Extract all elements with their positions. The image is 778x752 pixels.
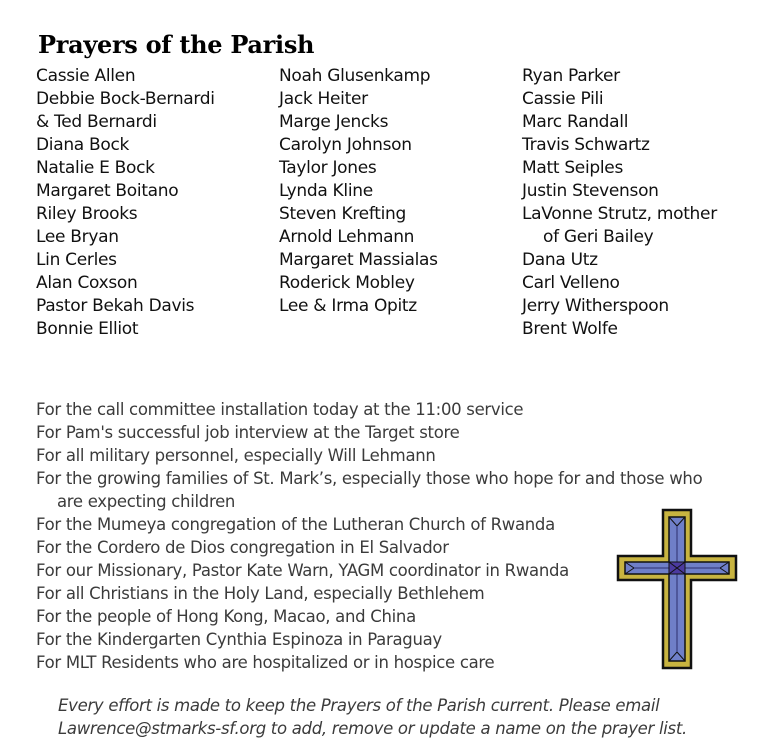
footer-line: Lawrence@stmarks-sf.org to add, remove or update a name on the prayer list. — [58, 719, 687, 738]
name-item: Pastor Bekah Davis — [36, 296, 195, 316]
name-item: Lee Bryan — [36, 227, 119, 247]
name-item: Alan Coxson — [36, 273, 138, 293]
prayer-item: For the growing families of St. Mark’s, especially those who hope for and those who — [36, 469, 703, 488]
prayer-intentions — [36, 398, 702, 674]
name-item: Ryan Parker — [522, 66, 620, 86]
name-item: Arnold Lehmann — [279, 227, 415, 247]
name-item: Bonnie Elliot — [36, 319, 139, 339]
name-item: Brent Wolfe — [522, 319, 618, 339]
name-item: Lynda Kline — [279, 181, 373, 201]
prayer-item: For MLT Residents who are hospitalized or in hospice care — [36, 653, 495, 672]
name-item: Noah Glusenkamp — [279, 66, 431, 86]
name-item: Taylor Jones — [279, 158, 377, 178]
name-item: Carolyn Johnson — [279, 135, 412, 155]
prayer-item: For the Cordero de Dios congregation in El Salvador — [36, 538, 449, 557]
name-item: Natalie E Bock — [36, 158, 155, 178]
name-item: Riley Brooks — [36, 204, 138, 224]
name-item: Dana Utz — [522, 250, 598, 270]
name-item: Debbie Bock-Bernardi — [36, 89, 215, 109]
prayer-item: For the Kindergarten Cynthia Espinoza in Paraguay — [36, 630, 442, 649]
name-item: Diana Bock — [36, 135, 130, 155]
name-item: Jerry Witherspoon — [522, 296, 669, 316]
name-item: Matt Seiples — [522, 158, 624, 178]
name-item: Lee & Irma Opitz — [279, 296, 417, 316]
name-item: Carl Velleno — [522, 273, 620, 293]
footer-note — [58, 694, 687, 740]
prayer-item: For all military personnel, especially Will Lehmann — [36, 446, 436, 465]
name-item: Cassie Pili — [522, 89, 604, 109]
cross-icon — [614, 506, 740, 672]
name-item: Travis Schwartz — [522, 135, 650, 155]
prayer-item-continuation: are expecting children — [57, 492, 236, 511]
name-item-continuation: of Geri Bailey — [543, 227, 654, 247]
prayer-item: For all Christians in the Holy Land, especially Bethlehem — [36, 584, 485, 603]
prayer-item: For the Mumeya congregation of the Lutheran Church of Rwanda — [36, 515, 555, 534]
name-item: Steven Krefting — [279, 204, 406, 224]
prayer-item: For the people of Hong Kong, Macao, and China — [36, 607, 416, 626]
page-title: Prayers of the Parish — [38, 30, 315, 59]
name-item: Roderick Mobley — [279, 273, 415, 293]
name-item: Lin Cerles — [36, 250, 117, 270]
name-item: Margaret Massialas — [279, 250, 438, 270]
name-item: Marc Randall — [522, 112, 629, 132]
name-item: LaVonne Strutz, mother — [522, 204, 717, 224]
name-item: & Ted Bernardi — [36, 112, 157, 132]
prayer-item: For the call committee installation today at the 11:00 service — [36, 400, 524, 419]
name-item: Margaret Boitano — [36, 181, 179, 201]
names-column-2 — [279, 65, 438, 318]
names-column-1 — [36, 65, 215, 341]
name-item: Jack Heiter — [279, 89, 368, 109]
footer-line: Every effort is made to keep the Prayers of the Parish current. Please email — [58, 696, 660, 715]
name-item: Marge Jencks — [279, 112, 389, 132]
prayer-item: For our Missionary, Pastor Kate Warn, YAGM coordinator in Rwanda — [36, 561, 569, 580]
names-column-3 — [522, 65, 717, 341]
prayer-item: For Pam's successful job interview at the Target store — [36, 423, 460, 442]
name-item: Justin Stevenson — [522, 181, 659, 201]
name-item: Cassie Allen — [36, 66, 136, 86]
